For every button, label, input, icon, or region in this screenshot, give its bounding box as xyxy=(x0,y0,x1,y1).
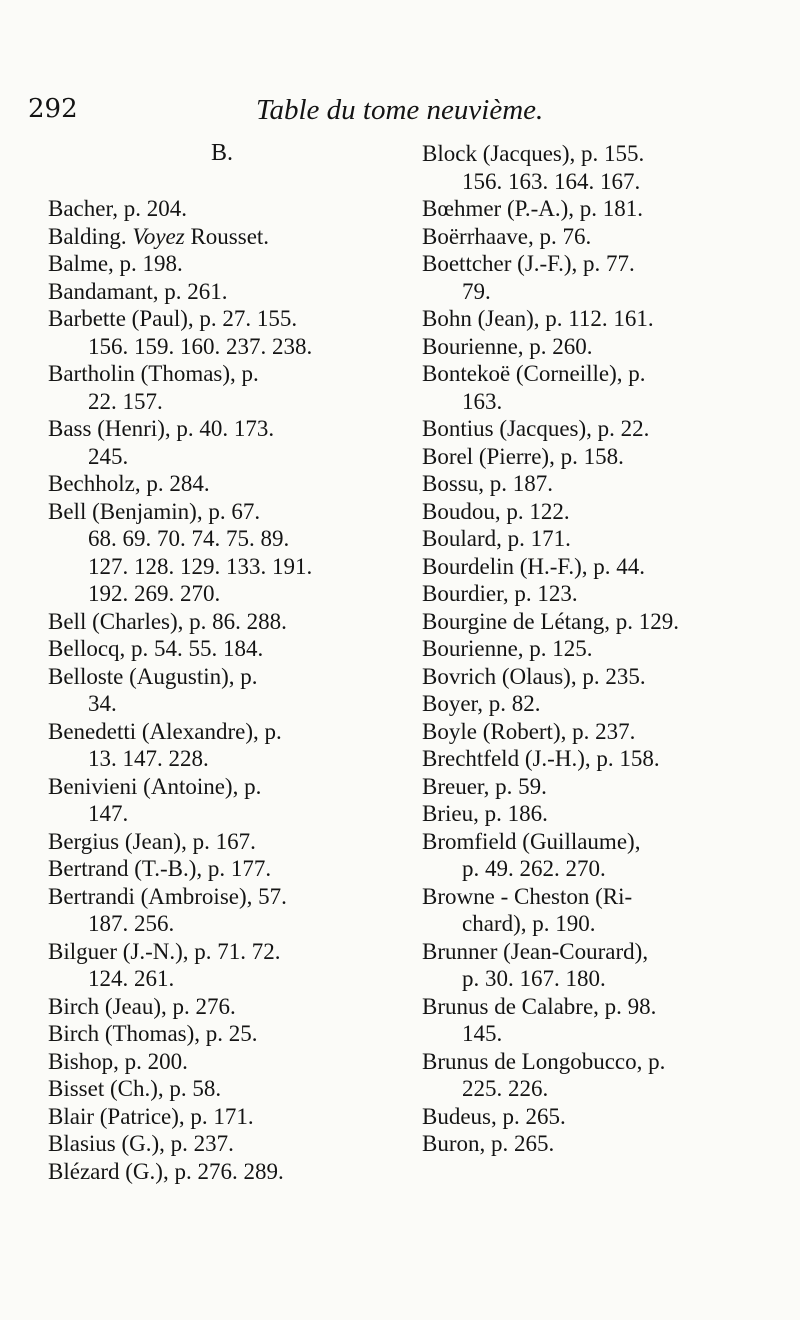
index-entry-line: Bourgine de Létang, p. 129. xyxy=(422,608,679,634)
index-entry-line: Bovrich (Olaus), p. 235. xyxy=(422,663,646,689)
index-entry-line: Bourienne, p. 125. xyxy=(422,636,593,661)
index-entry xyxy=(48,223,400,251)
index-entry xyxy=(422,635,782,663)
index-entry xyxy=(48,498,400,608)
section-letter-heading: B. xyxy=(210,140,233,166)
index-entry xyxy=(422,525,782,553)
index-entry-continuation: 163. xyxy=(462,388,503,414)
index-entry-continuation: 124. 261. xyxy=(88,966,175,991)
index-entry-line: Bass (Henri), p. 40. 173. xyxy=(48,416,275,441)
index-entry xyxy=(422,498,782,526)
index-entry-line: Boyle (Robert), p. 237. xyxy=(422,718,636,744)
index-entry xyxy=(48,938,400,993)
index-entry-line: Bishop, p. 200. xyxy=(48,1048,188,1074)
index-entry-line: Budeus, p. 265. xyxy=(422,1103,566,1129)
index-entry xyxy=(422,663,782,691)
index-entry-line: Borel (Pierre), p. 158. xyxy=(422,443,624,469)
index-entry-line: Boulard, p. 171. xyxy=(422,526,571,551)
index-entry-continuation: 34. xyxy=(88,691,117,716)
index-entry xyxy=(422,883,782,938)
index-entry-line: Balme, p. 198. xyxy=(48,251,183,276)
index-entry-line: Bohn (Jean), p. 112. 161. xyxy=(422,306,654,331)
index-entry-line: Benivieni (Antoine), p. xyxy=(48,773,262,799)
index-entry xyxy=(48,250,400,278)
index-entry xyxy=(48,828,400,856)
index-entry-line: Bontekoë (Corneille), p. xyxy=(422,361,646,386)
index-entry xyxy=(422,140,782,195)
index-entry xyxy=(422,195,782,223)
index-entry-line: Bourdier, p. 123. xyxy=(422,581,578,606)
index-entry xyxy=(48,1075,400,1103)
index-entry-line: Bertrandi (Ambroise), 57. xyxy=(48,883,287,909)
index-entry-line: Brieu, p. 186. xyxy=(422,801,548,826)
page-number: 292 xyxy=(28,94,78,124)
index-entry-line: Block (Jacques), p. 155. xyxy=(422,141,645,166)
index-entry xyxy=(48,195,400,223)
index-entry xyxy=(48,415,400,470)
running-title: Table du tome neuvième. xyxy=(256,94,544,126)
index-entry xyxy=(422,800,782,828)
index-entry xyxy=(422,1130,782,1158)
index-entry-line: Boudou, p. 122. xyxy=(422,498,570,524)
index-entry-continuation: chard), p. 190. xyxy=(462,911,596,936)
index-entry xyxy=(48,883,400,938)
index-column-right xyxy=(422,140,782,1158)
index-entry-continuation: 245. xyxy=(88,443,129,469)
index-entry-line: Bartholin (Thomas), p. xyxy=(48,361,259,386)
index-entry-continuation: 187. 256. xyxy=(88,911,175,936)
index-entry xyxy=(422,250,782,305)
index-entry-line: Birch (Thomas), p. 25. xyxy=(48,1021,258,1046)
index-entry xyxy=(48,608,400,636)
index-entry-line: Birch (Jeau), p. 276. xyxy=(48,993,236,1019)
index-entry xyxy=(422,608,782,636)
index-entry xyxy=(48,470,400,498)
index-entry-continuation: 156. 159. 160. 237. 238. xyxy=(88,333,313,359)
index-entry xyxy=(48,855,400,883)
index-entry xyxy=(422,553,782,581)
index-entry xyxy=(422,773,782,801)
index-entry-line: Bilguer (J.-N.), p. 71. 72. xyxy=(48,938,281,964)
index-entry-line: Bell (Charles), p. 86. 288. xyxy=(48,608,287,634)
index-entry-line: Blézard (G.), p. 276. 289. xyxy=(48,1158,284,1184)
index-column-left xyxy=(48,140,400,1185)
index-entry-continuation: 13. 147. 228. xyxy=(88,746,209,771)
index-entry xyxy=(422,718,782,746)
index-entry xyxy=(48,360,400,415)
index-entry xyxy=(422,360,782,415)
index-entry xyxy=(48,1048,400,1076)
index-entry-continuation: 147. xyxy=(88,801,129,826)
index-entry-line: Bacher, p. 204. xyxy=(48,196,187,221)
index-entry xyxy=(422,333,782,361)
index-entry-line: Bromfield (Guillaume), xyxy=(422,828,641,854)
index-entry-line: Boyer, p. 82. xyxy=(422,691,541,716)
index-entry xyxy=(422,443,782,471)
index-entry-line: Blair (Patrice), p. 171. xyxy=(48,1103,254,1129)
index-entry-continuation: 79. xyxy=(462,278,491,304)
index-entry xyxy=(48,993,400,1021)
index-entry-line: Bossu, p. 187. xyxy=(422,471,553,496)
index-entry xyxy=(422,828,782,883)
index-entry-line: Brechtfeld (J.-H.), p. 158. xyxy=(422,746,660,771)
index-entry xyxy=(48,773,400,828)
index-entry-continuation: p. 30. 167. 180. xyxy=(462,966,606,991)
index-entry xyxy=(422,305,782,333)
index-entry-continuation: 68. 69. 70. 74. 75. 89. xyxy=(88,526,290,551)
index-entry-continuation: p. 49. 262. 270. xyxy=(462,856,606,881)
index-entry-line: Boettcher (J.-F.), p. 77. xyxy=(422,251,635,276)
index-entry xyxy=(422,580,782,608)
index-entry-line: Bontius (Jacques), p. 22. xyxy=(422,416,650,441)
index-entry xyxy=(48,635,400,663)
index-entry-line: Bertrand (T.-B.), p. 177. xyxy=(48,856,272,881)
index-entry-continuation: 225. 226. xyxy=(462,1076,549,1101)
index-entry-line: Browne - Cheston (Ri- xyxy=(422,883,633,909)
index-entry xyxy=(422,1103,782,1131)
index-entry-line: Bourdelin (H.-F.), p. 44. xyxy=(422,553,646,579)
index-entry xyxy=(422,470,782,498)
index-entry-line: Barbette (Paul), p. 27. 155. xyxy=(48,306,298,331)
index-entry-line: Brunner (Jean-Courard), xyxy=(422,938,649,964)
index-entry-line: Balding. Voyez Rousset. xyxy=(48,223,270,249)
index-entry xyxy=(48,663,400,718)
index-entry-line: Bourienne, p. 260. xyxy=(422,333,593,359)
page-header xyxy=(28,94,648,134)
index-entry-line: Bechholz, p. 284. xyxy=(48,471,210,496)
index-entry-line: Breuer, p. 59. xyxy=(422,773,547,799)
index-entry-line: Blasius (G.), p. 237. xyxy=(48,1131,234,1156)
index-entry xyxy=(48,1103,400,1131)
index-entry xyxy=(422,223,782,251)
index-entry-continuation: 127. 128. 129. 133. 191. xyxy=(88,553,313,579)
index-entry-continuation: 192. 269. 270. xyxy=(88,581,221,606)
index-entry-continuation: 145. xyxy=(462,1021,503,1046)
index-entry xyxy=(422,415,782,443)
index-entry xyxy=(48,305,400,360)
index-entry xyxy=(48,1158,400,1186)
index-entry xyxy=(422,993,782,1048)
index-entry xyxy=(48,278,400,306)
index-entry xyxy=(422,745,782,773)
index-entry-line: Brunus de Longobucco, p. xyxy=(422,1048,666,1074)
index-entry-line: Benedetti (Alexandre), p. xyxy=(48,718,282,744)
index-entry-line: Bandamant, p. 261. xyxy=(48,278,228,304)
index-entry-line: Bisset (Ch.), p. 58. xyxy=(48,1076,222,1101)
index-entry xyxy=(422,1048,782,1103)
index-entry-continuation: 22. 157. xyxy=(88,388,163,414)
index-entry-continuation: 156. 163. 164. 167. xyxy=(462,168,641,194)
index-entry-line: Buron, p. 265. xyxy=(422,1131,555,1156)
index-entry-line: Bergius (Jean), p. 167. xyxy=(48,828,256,854)
index-entry xyxy=(48,718,400,773)
index-entry-line: Boërrhaave, p. 76. xyxy=(422,223,592,249)
index-entry-line: Belloste (Augustin), p. xyxy=(48,663,258,689)
index-entry xyxy=(48,1130,400,1158)
index-entry-line: Brunus de Calabre, p. 98. xyxy=(422,993,657,1019)
index-entry-line: Bœhmer (P.-A.), p. 181. xyxy=(422,196,644,221)
index-entry-line: Bellocq, p. 54. 55. 184. xyxy=(48,636,264,661)
index-entry xyxy=(422,690,782,718)
index-entry xyxy=(48,1020,400,1048)
index-entry-line: Bell (Benjamin), p. 67. xyxy=(48,498,261,524)
index-entry xyxy=(422,938,782,993)
